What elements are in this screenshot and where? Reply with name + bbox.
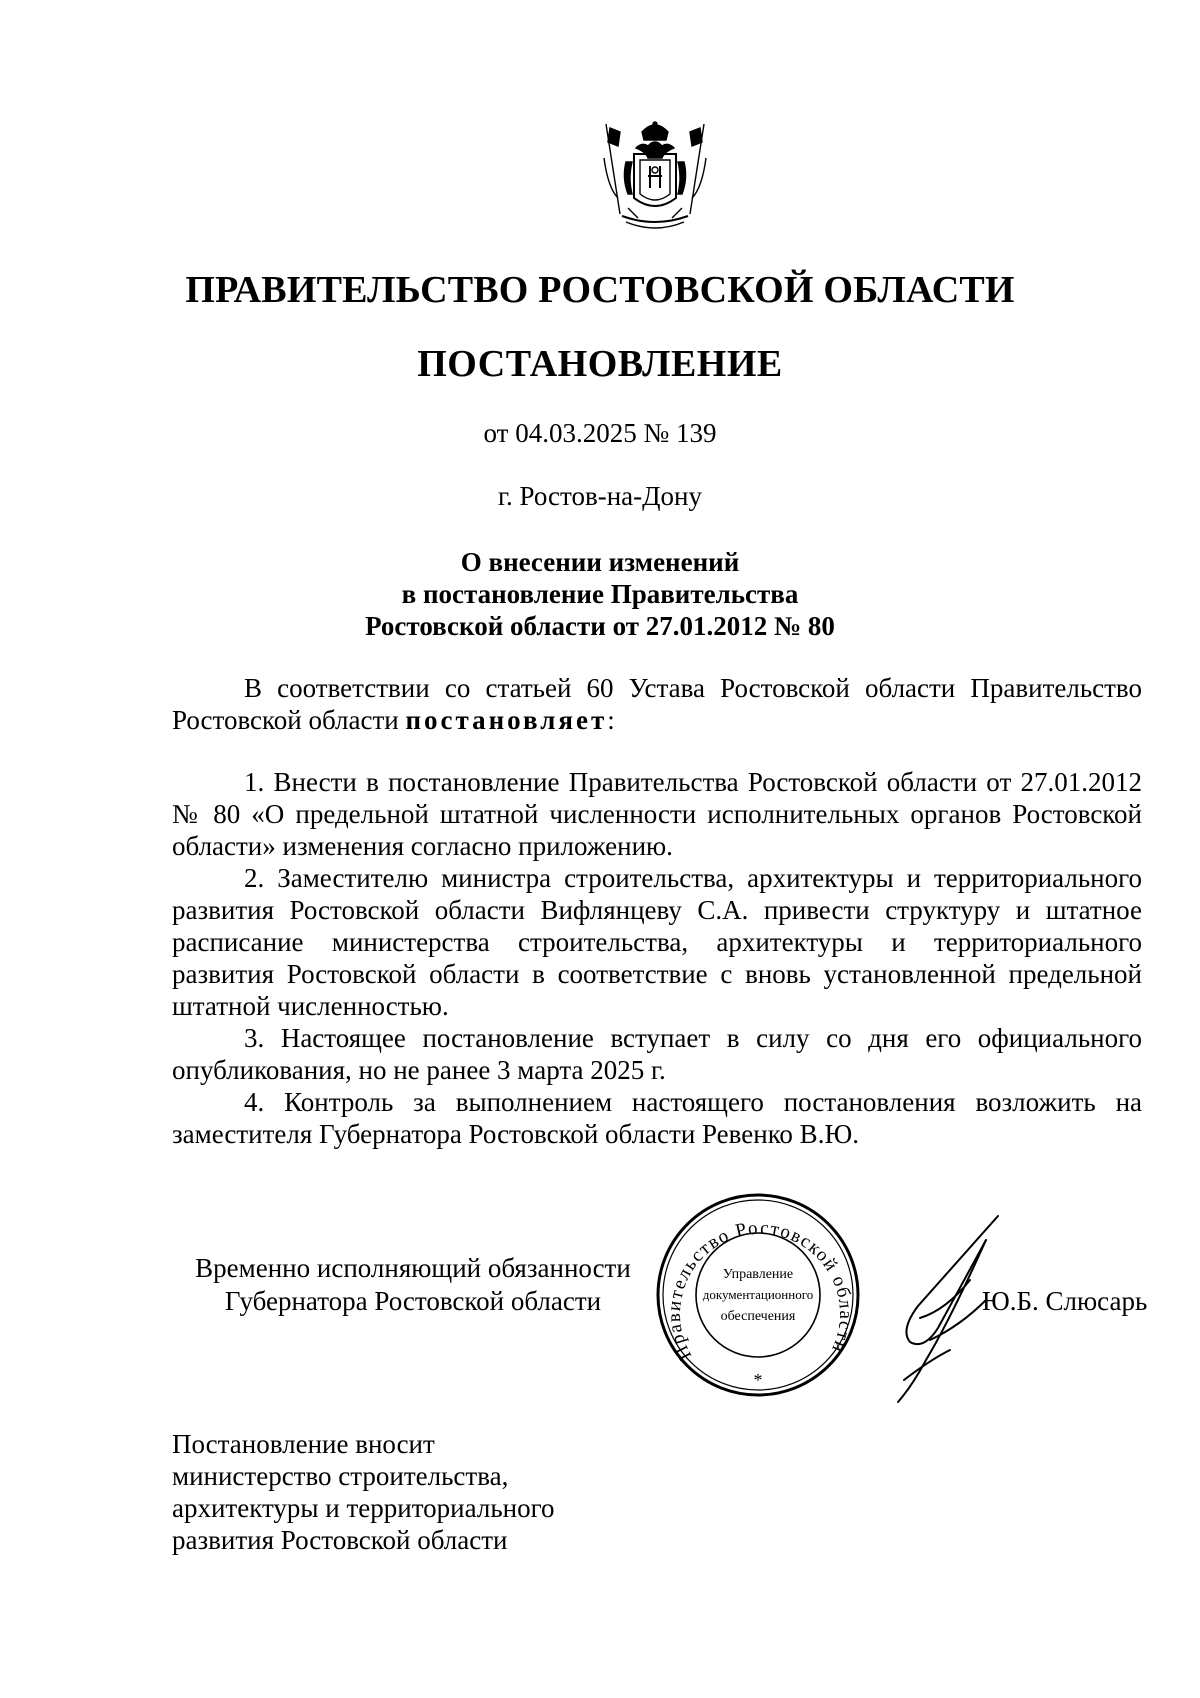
decree-item: 1. Внести в постановление Правительства Ростовской области от 27.01.2012 № 80 «О предельной штатной численности исполнительных органов Ростовской области» изменения согласно приложению. bbox=[172, 767, 1142, 861]
subject-line: в постановление Правительства bbox=[401, 579, 799, 609]
subject-line: О внесении изменений bbox=[460, 547, 740, 577]
decree-items bbox=[172, 766, 1142, 1150]
preamble-end: : bbox=[607, 705, 615, 735]
position-line: Временно исполняющий обязанности bbox=[195, 1253, 631, 1283]
document-date-number: от 04.03.2025 № 139 bbox=[483, 418, 717, 448]
footer-line: Постановление вносит bbox=[172, 1429, 435, 1459]
footer-line: министерство строительства, bbox=[172, 1461, 509, 1491]
document-city: г. Ростов-на-Дону bbox=[497, 481, 702, 511]
preamble-text: В соответствии со статьей 60 Устава Ростовской области Правительство Ростовской области bbox=[172, 673, 1142, 735]
document-subject bbox=[0, 546, 1200, 642]
decree-item: 3. Настоящее постановление вступает в силу со дня его официального опубликования, но не ранее 3 марта 2025 г. bbox=[172, 1023, 1142, 1085]
decree-item: 2. Заместителю министра строительства, архитектуры и территориального развития Ростовской области Вифлянцеву С.А. привести структуру и штатное расписание министерства строительства, архитектуры и территориального развития Ростовской области в соответствие с вновь установленной предельной штатной численностью. bbox=[172, 863, 1142, 1021]
preamble-paragraph bbox=[172, 672, 1142, 736]
position-line: Губернатора Ростовской области bbox=[224, 1286, 602, 1316]
subject-line: Ростовской области от 27.01.2012 № 80 bbox=[365, 611, 835, 641]
seal-ring-text: Правительство Ростовской области bbox=[663, 1217, 857, 1364]
seal-star: * bbox=[753, 1370, 763, 1390]
submitter-note bbox=[172, 1428, 555, 1556]
document-type: ПОСТАНОВЛЕНИЕ bbox=[417, 343, 783, 385]
decision-word: постановляет bbox=[405, 705, 608, 735]
signatory-name: Ю.Б. Слюсарь bbox=[982, 1286, 1148, 1316]
seal-center-line: Управление bbox=[722, 1267, 794, 1282]
seal-center-line: документационного bbox=[702, 1287, 814, 1302]
footer-line: развития Ростовской области bbox=[172, 1525, 508, 1555]
organization-title: ПРАВИТЕЛЬСТВО РОСТОВСКОЙ ОБЛАСТИ bbox=[185, 269, 1015, 311]
signatory-position bbox=[178, 1252, 648, 1318]
decree-item: 4. Контроль за выполнением настоящего постановления возложить на заместителя Губернатора Ростовской области Ревенко В.Ю. bbox=[172, 1087, 1142, 1149]
seal-center-line: обеспечения bbox=[720, 1309, 796, 1324]
footer-line: архитектуры и территориального bbox=[172, 1493, 555, 1523]
coat-of-arms-emblem bbox=[598, 118, 712, 238]
official-seal bbox=[652, 1186, 864, 1404]
